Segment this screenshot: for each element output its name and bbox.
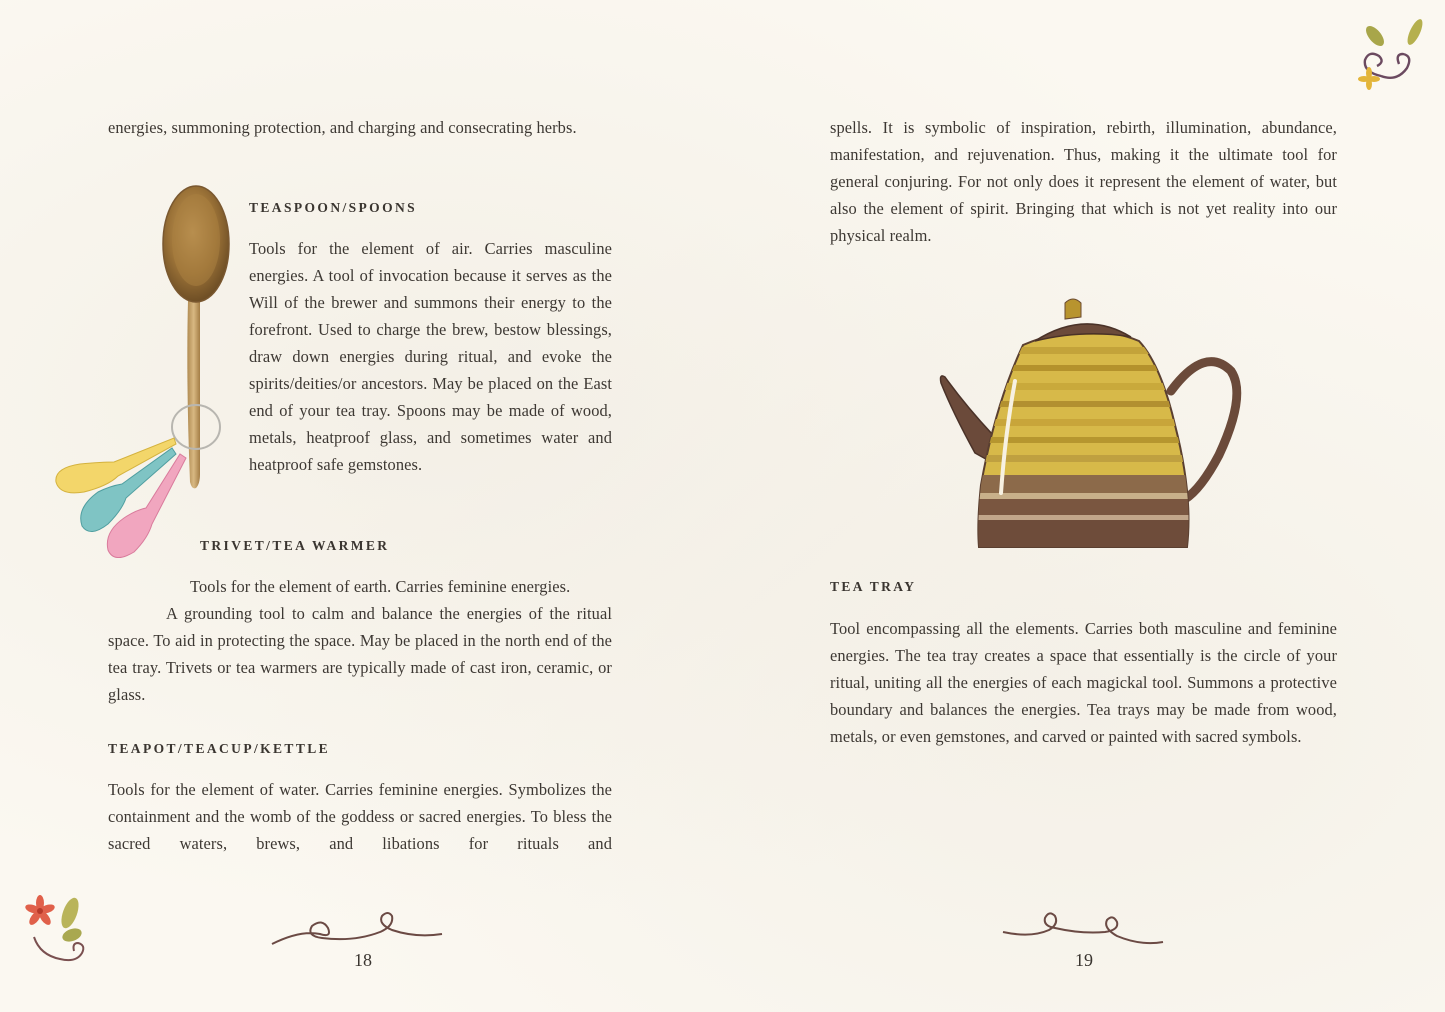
section-heading-tea-tray: TEA TRAY bbox=[830, 579, 917, 594]
right-page bbox=[723, 0, 1445, 1012]
section-heading-trivet: TRIVET/TEA WARMER bbox=[200, 538, 390, 553]
vine-swirl-icon bbox=[1001, 908, 1165, 948]
vine-swirl-icon bbox=[270, 908, 444, 948]
section-body-trivet-line1: Tools for the element of earth. Carries feminine energies. bbox=[190, 577, 571, 596]
flower-and-leaf-icon bbox=[20, 893, 92, 971]
spoons-illustration bbox=[48, 182, 238, 567]
left-intro-paragraph: energies, summoning protection, and charging and consecrating herbs. bbox=[108, 118, 577, 137]
section-body-teaspoon: Tools for the element of air. Carries masculine energies. A tool of invocation because it serves as the Will of the brewer and summons their energy to the forefront. Used to charge the brew, bestow blessings, draw down energies during ritual, and evoke the spirits/deities/or ancestors. May be placed on the East end of your tea tray. Spoons may be made of wood, metals, heatproof glass, and sometimes water and heatproof safe gemstones. bbox=[249, 239, 612, 474]
right-intro-paragraph: spells. It is symbolic of inspiration, rebirth, illumination, abundance, manifestation, and rejuvenation. Thus, making it the ultimate tool for general conjuring. For not only does it represent the element of water, but also the element of spirit. Bringing that which is not yet reality into our physical realm. bbox=[830, 118, 1337, 245]
page-number-left: 18 bbox=[354, 950, 372, 970]
left-page bbox=[0, 0, 722, 1012]
leaf-and-swirl-icon bbox=[1351, 14, 1431, 94]
teapot-illustration bbox=[935, 285, 1247, 553]
section-heading-teapot: TEAPOT/TEACUP/KETTLE bbox=[108, 741, 331, 756]
section-body-tea-tray: Tool encompassing all the elements. Carries both masculine and feminine energies. The tea tray creates a space that essentially is the circle of your ritual, uniting all the energies of each magickal tool. Summons a protective boundary and balances the energies. Tea trays may be made from wood, metals, or even gemstones, and carved or painted with sacred symbols. bbox=[830, 619, 1337, 746]
section-body-teapot: Tools for the element of water. Carries feminine energies. Symbolizes the containment and the womb of the goddess or sacred energies. To bless the sacred waters, brews, and libations for rituals and bbox=[108, 780, 612, 853]
page-number-right: 19 bbox=[1075, 950, 1093, 970]
section-body-trivet-rest: A grounding tool to calm and balance the energies of the ritual space. To aid in protecting the space. May be placed in the north end of the tea tray. Trivets or tea warmers are typically made of cast iron, ceramic, or glass. bbox=[108, 604, 612, 704]
section-heading-teaspoon: TEASPOON/SPOONS bbox=[249, 200, 418, 215]
